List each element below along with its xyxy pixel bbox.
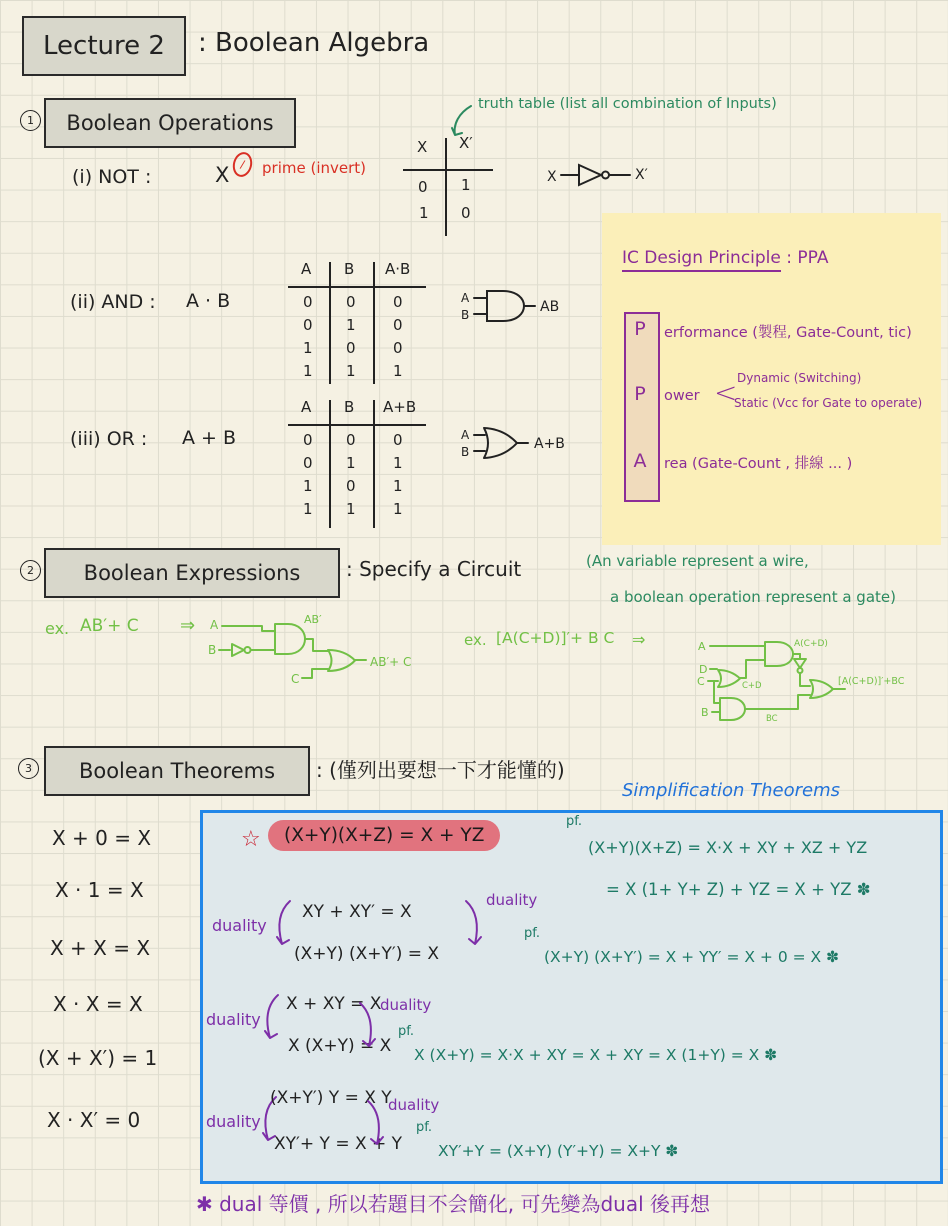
and-gate-input2-label: B: [461, 308, 470, 322]
pf-label-2: pf.: [524, 926, 541, 941]
table-vline: [373, 262, 375, 384]
or-th: A: [301, 398, 312, 416]
pf-label-4: pf.: [416, 1120, 433, 1135]
table-hline: [403, 169, 493, 171]
or-gate-icon: [458, 421, 588, 469]
lecture-title-box: [22, 16, 186, 76]
truth-table-annotation: truth table (list all combination of Inputs): [478, 96, 777, 112]
and-gate-icon: [458, 284, 578, 332]
or-th: B: [344, 398, 355, 416]
duality-label: duality: [206, 1112, 261, 1131]
duality2-proof: X (X+Y) = X·X + XY = X + XY = X (1+Y) = X ✽: [414, 1046, 778, 1064]
ppa-area: rea (Gate-Count , 排線 ... ): [664, 456, 853, 472]
table-vline: [373, 400, 375, 528]
or-cell: 0: [346, 477, 356, 495]
ex1-expression: AB′+ C: [80, 616, 139, 636]
ppa-letter-p1: P: [634, 318, 646, 340]
duality1-proof: (X+Y) (X+Y′) = X + YY′ = X + 0 = X ✽: [544, 948, 840, 966]
ex1-arrow: ⇒: [180, 615, 196, 636]
ppa-power-static: Static (Vcc for Gate to operate): [734, 396, 923, 410]
ppa-performance: erformance (製程, Gate-Count, tic): [664, 325, 912, 341]
table-vline: [329, 400, 331, 528]
page-title: : Boolean Algebra: [198, 28, 430, 58]
and-cell: 0: [303, 316, 313, 334]
and-label: (ii) AND :: [70, 291, 156, 313]
table-vline: [329, 262, 331, 384]
ppa-brace: <: [714, 376, 738, 409]
circuit-note-line2: a boolean operation represent a gate): [610, 588, 896, 606]
and-cell: 1: [393, 362, 403, 380]
duality3-top: (X+Y′) Y = X Y: [270, 1088, 392, 1108]
or-cell: 1: [303, 477, 313, 495]
table-hline: [288, 424, 426, 426]
ex1-output-label: AB′+ C: [370, 655, 412, 669]
or-cell: 1: [303, 500, 313, 518]
ppa-letter-a: A: [633, 450, 647, 472]
duality1-bottom: (X+Y) (X+Y′) = X: [294, 944, 440, 964]
section-1-title-box: [44, 98, 296, 148]
section-2-title-box: [44, 548, 340, 598]
not-gate-icon: [545, 156, 665, 196]
theorem-item: X + X = X: [50, 936, 151, 960]
or-cell: 0: [346, 431, 356, 449]
and-cell: 1: [346, 362, 356, 380]
or-cell: 1: [393, 477, 403, 495]
or-th: A+B: [383, 398, 417, 416]
prime-mark: ∕: [239, 157, 246, 172]
not-th-xprime: X′: [459, 134, 473, 152]
and-expression: A · B: [186, 290, 231, 312]
or-truth-table: [288, 398, 430, 536]
prime-circle-icon: [230, 150, 254, 179]
dual-footnote: ✱ dual 等價 , 所以若題目不会簡化, 可先變為dual 後再想: [196, 1192, 710, 1216]
and-cell: 0: [303, 293, 313, 311]
and-cell: 0: [393, 339, 403, 357]
not-label: (i) NOT :: [72, 166, 152, 188]
ppa-heading-main: IC Design Principle: [622, 248, 781, 272]
ex1-input-a: A: [210, 618, 219, 632]
ex2-output-label: [A(C+D)]′+BC: [838, 676, 905, 687]
duality2-top: X + XY = X: [286, 994, 382, 1014]
ex2-label: ex.: [464, 631, 487, 649]
circuit-ex1-diagram: [206, 612, 438, 702]
ex2-expression: [A(C+D)]′+ B C: [496, 629, 615, 647]
not-cell: 0: [418, 178, 428, 196]
or-gate-input2-label: B: [461, 445, 470, 459]
and-th: A·B: [385, 260, 411, 278]
pf1-line1: (X+Y)(X+Z) = X·X + XY + XZ + YZ: [588, 838, 868, 857]
ppa-letter-column: [624, 312, 660, 502]
ex2-input-a: A: [698, 640, 706, 653]
theorem-item: X · X = X: [53, 992, 143, 1016]
section-1-number: [20, 110, 41, 131]
section-3-subtitle: : (僅列出要想一下才能懂的): [316, 758, 565, 782]
and-gate-input1-label: A: [461, 291, 470, 305]
or-cell: 0: [303, 431, 313, 449]
and-gate-output-label: AB: [540, 299, 560, 315]
section-3-number-text: 3: [25, 762, 32, 775]
duality-label: duality: [380, 996, 432, 1014]
star-icon: ☆: [241, 827, 261, 852]
theorem-item: (X + X′) = 1: [38, 1046, 158, 1070]
duality-label: duality: [486, 891, 538, 909]
lecture-title: Lecture 2: [43, 31, 165, 61]
table-hline: [288, 286, 426, 288]
duality-label: duality: [212, 916, 267, 935]
ppa-heading-rest: : PPA: [780, 248, 829, 268]
not-variable: X: [215, 163, 230, 187]
not-cell: 0: [461, 204, 471, 222]
theorem-item: X · X′ = 0: [47, 1108, 141, 1132]
and-cell: 0: [393, 316, 403, 334]
ppa-heading: [622, 248, 828, 268]
circuit-ex2-diagram: [690, 634, 948, 742]
or-cell: 0: [393, 431, 403, 449]
or-cell: 1: [346, 454, 356, 472]
ex1-label: ex.: [45, 619, 70, 638]
and-cell: 1: [346, 316, 356, 334]
section-3-number: [18, 758, 39, 779]
theorem-item: X + 0 = X: [52, 826, 152, 850]
and-th: A: [301, 260, 312, 278]
duality-arrow-left-icon: [272, 898, 294, 950]
duality-arrow-right-icon: [462, 898, 484, 950]
ppa-power: ower: [664, 388, 700, 404]
duality-arrow-left-icon: [260, 992, 282, 1044]
or-gate-input1-label: A: [461, 428, 470, 442]
not-gate-input-label: X: [547, 169, 557, 185]
not-gate-output-label: X′: [635, 167, 648, 183]
highlighted-theorem-text: (X+Y)(X+Z) = X + YZ: [284, 825, 485, 846]
not-truth-table: [403, 136, 501, 240]
ex2-mid1-label: A(C+D): [794, 639, 828, 649]
and-truth-table: [288, 260, 430, 392]
ex2-arrow: ⇒: [632, 630, 646, 649]
or-cell: 1: [393, 454, 403, 472]
not-cell: 1: [419, 204, 429, 222]
ex1-input-c: C: [291, 672, 300, 686]
duality-label: duality: [206, 1010, 261, 1029]
or-expression: A + B: [182, 427, 237, 449]
and-cell: 0: [346, 293, 356, 311]
or-cell: 0: [303, 454, 313, 472]
and-cell: 1: [303, 362, 313, 380]
pf1-line2: = X (1+ Y+ Z) + YZ = X + YZ ✽: [606, 880, 871, 899]
section-2-title: Boolean Expressions: [83, 561, 301, 585]
prime-annotation: prime (invert): [262, 159, 366, 177]
ex1-mid-label: AB′: [304, 613, 322, 626]
section-2-number: [20, 560, 41, 581]
simplification-heading: Simplification Theorems: [622, 780, 841, 801]
circuit-note-line1: (An variable represent a wire,: [586, 552, 809, 570]
not-cell: 1: [461, 176, 471, 194]
or-cell: 1: [393, 500, 403, 518]
and-th: B: [344, 260, 355, 278]
ppa-power-dynamic: Dynamic (Switching): [737, 371, 862, 385]
ex2-mid3-label: BC: [766, 714, 778, 724]
and-cell: 0: [346, 339, 356, 357]
section-1-title: Boolean Operations: [66, 111, 274, 135]
table-vline: [445, 138, 447, 236]
theorem-item: X · 1 = X: [55, 878, 144, 902]
highlighted-theorem: [268, 820, 500, 851]
duality-arrow-right-icon: [364, 1098, 386, 1150]
ex2-input-d: D: [699, 663, 708, 676]
duality3-bottom: XY′+ Y = X + Y: [274, 1134, 403, 1154]
and-cell: 0: [393, 293, 403, 311]
section-3-title: Boolean Theorems: [78, 759, 276, 783]
ex2-input-c: C: [697, 675, 705, 688]
not-th-x: X: [417, 138, 428, 156]
duality-label: duality: [388, 1096, 440, 1114]
duality-arrow-right-icon: [356, 1000, 378, 1052]
duality3-proof: XY′+Y = (X+Y) (Y′+Y) = X+Y ✽: [438, 1142, 679, 1160]
ex1-input-b: B: [208, 643, 217, 657]
pf-label-3: pf.: [398, 1024, 415, 1039]
or-label: (iii) OR :: [70, 428, 148, 450]
duality1-top: XY + XY′ = X: [302, 902, 412, 922]
pf-label-1: pf.: [566, 814, 583, 829]
section-1-number-text: 1: [27, 114, 34, 127]
section-2-subtitle: : Specify a Circuit: [346, 557, 522, 581]
section-2-number-text: 2: [27, 564, 34, 577]
ex2-input-b: B: [701, 706, 709, 719]
or-cell: 1: [346, 500, 356, 518]
and-cell: 1: [303, 339, 313, 357]
duality2-bottom: X (X+Y) = X: [288, 1036, 392, 1056]
section-3-title-box: [44, 746, 310, 796]
or-gate-output-label: A+B: [534, 436, 565, 452]
ppa-letter-p2: P: [634, 383, 646, 405]
ex2-mid2-label: C+D: [742, 681, 762, 691]
